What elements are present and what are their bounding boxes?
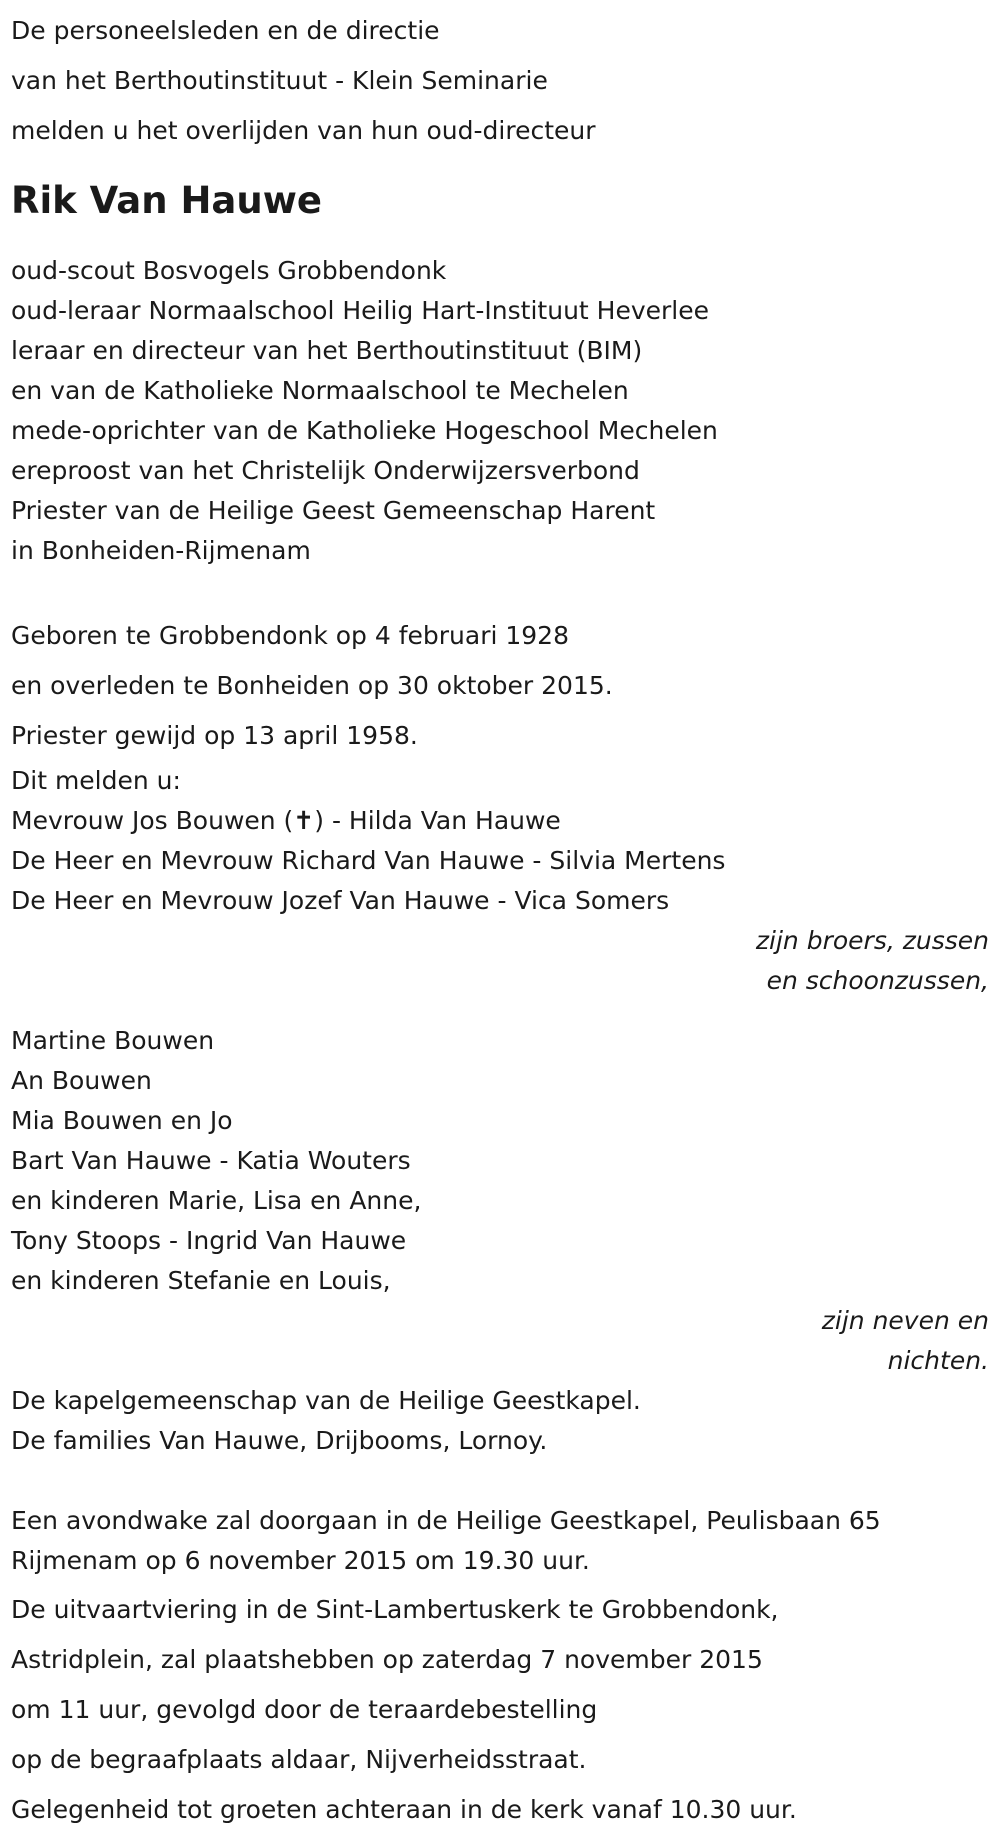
function-line: ereproost van het Christelijk Onderwijzersverbond — [11, 456, 640, 485]
wake-line: Een avondwake zal doorgaan in de Heilige Geestkapel, Peulisbaan 65 — [11, 1506, 881, 1535]
nephew-line: An Bouwen — [11, 1066, 152, 1095]
life-line: Priester gewijd op 13 april 1958. — [11, 721, 418, 750]
function-line: mede-oprichter van de Katholieke Hogeschool Mechelen — [11, 416, 718, 445]
life-block — [11, 611, 989, 761]
sibling-line: De Heer en Mevrouw Richard Van Hauwe - Silvia Mertens — [11, 846, 726, 875]
nephew-line: en kinderen Marie, Lisa en Anne, — [11, 1186, 422, 1215]
intro-line: De personeelsleden en de directie — [11, 16, 440, 45]
life-line: Geboren te Grobbendonk op 4 februari 1928 — [11, 621, 569, 650]
functions-block — [11, 251, 989, 571]
nephews-role: zijn neven en — [821, 1306, 989, 1335]
community-line: De families Van Hauwe, Drijbooms, Lornoy. — [11, 1426, 548, 1455]
nephew-line: Martine Bouwen — [11, 1026, 215, 1055]
funeral-line: om 11 uur, gevolgd door de teraardebestelling — [11, 1695, 598, 1724]
funeral-line: Gelegenheid tot groeten achteraan in de kerk vanaf 10.30 uur. — [11, 1795, 797, 1824]
funeral-line: op de begraafplaats aldaar, Nijverheidsstraat. — [11, 1745, 587, 1774]
function-line: oud-scout Bosvogels Grobbendonk — [11, 256, 447, 285]
life-line: en overleden te Bonheiden op 30 oktober 2015. — [11, 671, 613, 700]
nephews-role: nichten. — [887, 1346, 989, 1375]
funeral-line: De uitvaartviering in de Sint-Lambertuskerk te Grobbendonk, — [11, 1595, 779, 1624]
intro-line: melden u het overlijden van hun oud-directeur — [11, 116, 596, 145]
sibling-line: Mevrouw Jos Bouwen (✝) - Hilda Van Hauwe — [11, 806, 561, 835]
community-block — [11, 1381, 989, 1461]
function-line: en van de Katholieke Normaalschool te Mechelen — [11, 376, 629, 405]
nephew-line: en kinderen Stefanie en Louis, — [11, 1266, 391, 1295]
announcers-block — [11, 761, 989, 1001]
siblings-role: zijn broers, zussen — [755, 926, 989, 955]
function-line: in Bonheiden-Rijmenam — [11, 536, 311, 565]
function-line: leraar en directeur van het Berthoutinstituut (BIM) — [11, 336, 643, 365]
function-line: Priester van de Heilige Geest Gemeenschap Harent — [11, 496, 656, 525]
nephew-line: Bart Van Hauwe - Katia Wouters — [11, 1146, 411, 1175]
funeral-line: Astridplein, zal plaatshebben op zaterdag 7 november 2015 — [11, 1645, 763, 1674]
nephew-line: Tony Stoops - Ingrid Van Hauwe — [11, 1226, 407, 1255]
announced-by: Dit melden u: — [11, 766, 181, 795]
nephews-block — [11, 1021, 989, 1381]
funeral-block — [11, 1585, 989, 1835]
sibling-line: De Heer en Mevrouw Jozef Van Hauwe - Vica Somers — [11, 886, 670, 915]
obituary-page — [0, 6, 1000, 1824]
intro-block — [11, 6, 989, 156]
wake-line: Rijmenam op 6 november 2015 om 19.30 uur. — [11, 1546, 590, 1575]
community-line: De kapelgemeenschap van de Heilige Geestkapel. — [11, 1386, 641, 1415]
function-line: oud-leraar Normaalschool Heilig Hart-Instituut Heverlee — [11, 296, 709, 325]
intro-line: van het Berthoutinstituut - Klein Seminarie — [11, 66, 548, 95]
nephew-line: Mia Bouwen en Jo — [11, 1106, 233, 1135]
siblings-role: en schoonzussen, — [766, 966, 989, 995]
wake-block — [11, 1501, 989, 1581]
deceased-name: Rik Van Hauwe — [11, 179, 323, 222]
